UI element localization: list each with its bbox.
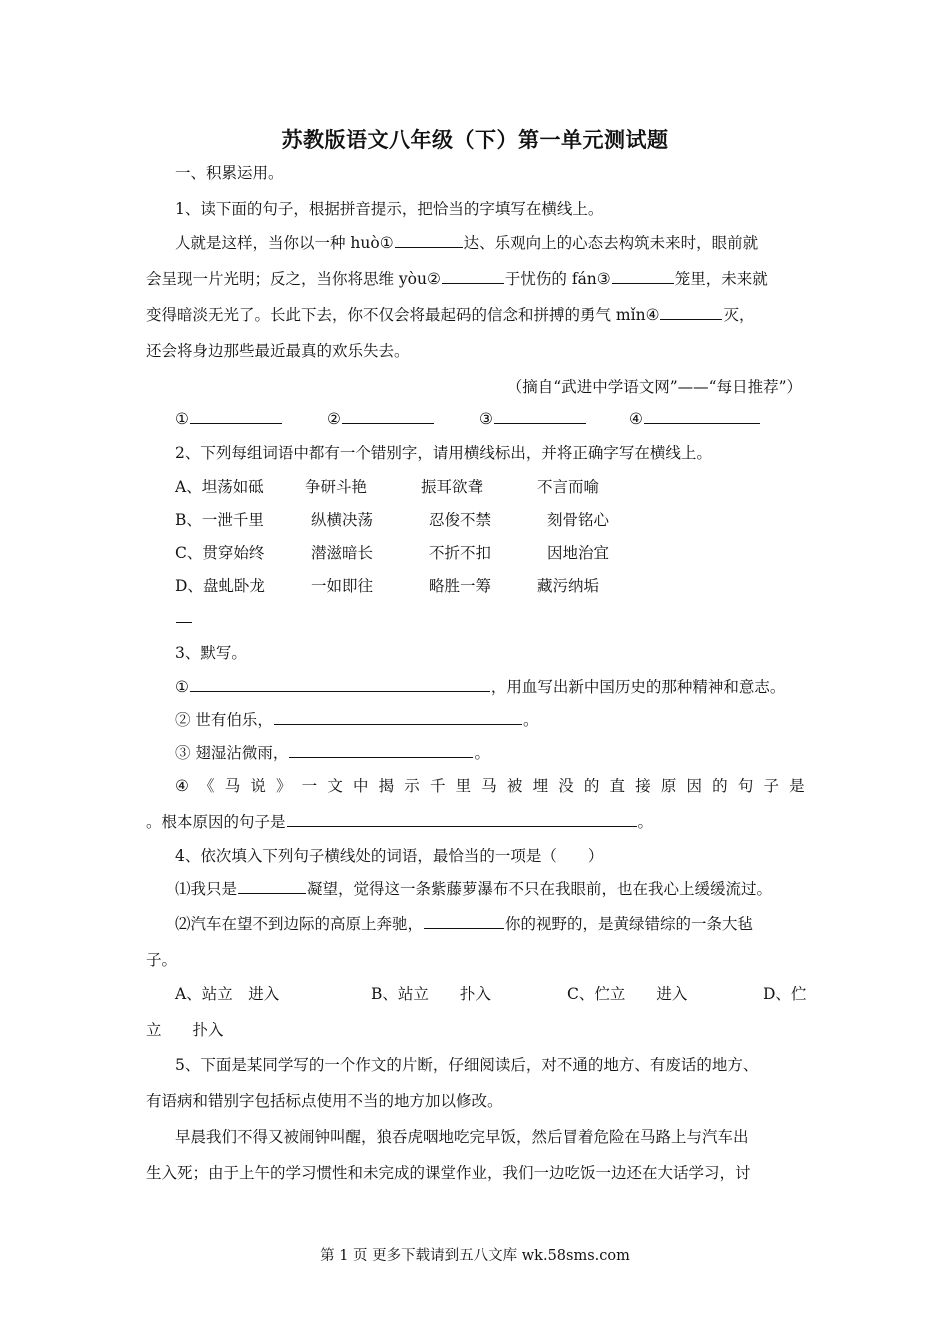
q1-text: 灭，: [723, 306, 755, 324]
q4-sentence-2-cont: 子。: [146, 951, 178, 969]
q3-text: 。: [637, 813, 654, 831]
spread-char: 没: [558, 777, 574, 795]
spread-char: 因: [686, 777, 703, 795]
q3-text: ，用血写出新中国历史的那种精神和意志。: [490, 678, 786, 696]
fill-blank[interactable]: [424, 913, 504, 929]
word-option[interactable]: B、一泄千里: [175, 511, 264, 529]
q5-prompt-2: 有语病和错别字包括标点使用不当的地方加以修改。: [146, 1092, 503, 1110]
spread-char: 的: [712, 777, 728, 795]
q3-text: 。: [522, 711, 539, 729]
q4-text: ⑴我只是: [175, 880, 238, 898]
spread-char: 埋: [532, 777, 549, 795]
word-option[interactable]: C、贯穿始终: [175, 544, 265, 562]
answer-slot[interactable]: ③: [479, 408, 587, 428]
q1-paragraph-line-4: 还会将身边那些最近最真的欢乐失去。: [146, 342, 410, 360]
page-title: 苏教版语文八年级（下）第一单元测试题: [281, 127, 669, 152]
spread-char: 示: [404, 777, 420, 795]
option-d[interactable]: D、伫: [763, 985, 807, 1003]
spread-char: 千: [429, 777, 446, 795]
section-heading: 一、积累运用。: [175, 164, 284, 182]
q3-line-2: [175, 709, 815, 731]
spread-char: 揭: [378, 777, 395, 795]
fill-blank[interactable]: [442, 268, 504, 284]
word-option[interactable]: 略胜一筹: [429, 577, 492, 595]
answer-slot[interactable]: ④: [629, 408, 761, 428]
q1-paragraph-line-3: [146, 304, 816, 326]
q4-sentence-1: [175, 878, 815, 900]
spread-char: 马: [481, 777, 497, 795]
spread-char: 子: [763, 777, 779, 795]
spread-char: 原: [660, 777, 677, 795]
q1-text: 笼里，未来就: [674, 270, 768, 288]
fill-blank[interactable]: [395, 232, 463, 248]
q3-text: ①: [175, 678, 189, 696]
spread-char: 接: [635, 777, 651, 795]
word-option[interactable]: 刻骨铭心: [547, 511, 610, 529]
q2-row-a: [175, 476, 815, 498]
spread-char: ④: [175, 777, 189, 795]
spread-char: 马: [224, 777, 241, 795]
fill-blank[interactable]: [289, 742, 473, 758]
q3-text: 。: [474, 744, 490, 762]
q3-text: ② 世有伯乐，: [175, 711, 273, 729]
q2-row-c: [175, 542, 815, 564]
option-a[interactable]: A、站立 进入: [175, 985, 280, 1003]
word-option[interactable]: 不言而喻: [537, 478, 600, 496]
spread-char: 的: [583, 777, 600, 795]
q2-row-b: [175, 509, 815, 531]
q1-paragraph-line-2: [146, 268, 816, 290]
option-d-cont: 立 扑入: [146, 1021, 224, 1039]
word-option[interactable]: 纵横决荡: [311, 511, 374, 529]
q1-text: 变得暗淡无光了。长此下去，你不仅会将最起码的信念和拼搏的勇气 mǐn④: [146, 306, 660, 324]
q3-line-5: [146, 811, 816, 833]
q1-text: 达、乐观向上的心态去构筑未来时，眼前就: [463, 234, 759, 252]
answer-slot[interactable]: ②: [327, 408, 435, 428]
spread-char: 被: [506, 777, 523, 795]
word-option[interactable]: 振耳欲聋: [421, 478, 484, 496]
word-option[interactable]: 忍俊不禁: [429, 511, 492, 529]
q5-paragraph-2: 生入死；由于上午的学习惯性和未完成的课堂作业，我们一边吃饭一边还在大话学习，讨: [146, 1164, 751, 1182]
option-c[interactable]: C、伫立 进入: [567, 985, 688, 1003]
word-option[interactable]: 不折不扣: [429, 544, 492, 562]
q1-paragraph-line-1: [175, 232, 815, 254]
fill-blank[interactable]: [660, 304, 722, 320]
q4-text: ⑵汽车在望不到边际的高原上奔驰，: [175, 915, 424, 933]
q4-options: [175, 983, 815, 1005]
word-option[interactable]: 争研斗艳: [305, 478, 368, 496]
q1-text: 会呈现一片光明；反之，当你将思维 yòu②: [146, 270, 441, 288]
option-b[interactable]: B、站立 扑入: [371, 985, 491, 1003]
source-citation: （摘自“武进中学语文网”——“每日推荐”）: [506, 378, 802, 396]
word-option[interactable]: A、坦荡如砥: [175, 478, 264, 496]
q3-line-4: [175, 775, 815, 797]
spread-char: 》: [276, 777, 292, 795]
answer-slot[interactable]: ①: [175, 408, 283, 428]
spread-char: 一: [301, 777, 318, 795]
q4-text: 凝望，觉得这一条紫藤萝瀑布不只在我眼前，也在我心上缓缓流过。: [307, 880, 773, 898]
fill-blank[interactable]: [190, 676, 490, 692]
spread-char: 文: [327, 777, 343, 795]
q1-text: 人就是这样，当你以一种 huò①: [175, 234, 394, 252]
q3-text: 。根本原因的句子是: [146, 813, 286, 831]
spread-text: [175, 775, 805, 797]
word-option[interactable]: 因地治宜: [547, 544, 610, 562]
q5-paragraph-1: 早晨我们不得又被闹钟叫醒，狼吞虎咽地吃完早饭，然后冒着危险在马路上与汽车出: [175, 1128, 749, 1146]
q2-row-d: [175, 575, 815, 597]
page-footer: 第 1 页 更多下载请到五八文库 wk.58sms.com: [320, 1248, 630, 1264]
q1-prompt: 1、读下面的句子，根据拼音提示，把恰当的字填写在横线上。: [175, 200, 604, 218]
q4-text: 你的视野的，是黄绿错综的一条大毡: [505, 915, 754, 933]
fill-blank[interactable]: [287, 811, 637, 827]
spread-char: 直: [609, 777, 626, 795]
fill-blank[interactable]: [612, 268, 674, 284]
spread-char: 中: [352, 777, 369, 795]
q2-prompt: 2、下列每组词语中都有一个错别字，请用横线标出，并将正确字写在横线上。: [175, 444, 712, 462]
word-option[interactable]: D、盘虬卧龙: [175, 577, 265, 595]
word-option[interactable]: 一如即往: [311, 577, 374, 595]
q3-line-3: [175, 742, 815, 764]
word-option[interactable]: 藏污纳垢: [537, 577, 600, 595]
spread-char: 《: [199, 777, 215, 795]
q5-prompt-1: 5、下面是某同学写的一个作文的片断，仔细阅读后，对不通的地方、有废话的地方、: [175, 1056, 759, 1074]
q3-line-1: [175, 676, 815, 698]
q1-text: 于忧伤的 fán③: [504, 270, 611, 288]
spread-char: 里: [455, 777, 472, 795]
q3-prompt: 3、默写。: [175, 644, 247, 662]
spread-char: 是: [789, 777, 805, 795]
word-option[interactable]: 潜滋暗长: [311, 544, 374, 562]
dash-mark: [176, 622, 192, 623]
q3-text: ③ 翅湿沾微雨，: [175, 744, 289, 762]
q4-prompt: 4、依次填入下列句子横线处的词语，最恰当的一项是（ ）: [175, 847, 604, 865]
spread-char: 说: [250, 777, 266, 795]
fill-blank[interactable]: [238, 878, 306, 894]
fill-blank[interactable]: [274, 709, 522, 725]
q4-sentence-2: [175, 913, 815, 935]
spread-char: 句: [737, 777, 754, 795]
